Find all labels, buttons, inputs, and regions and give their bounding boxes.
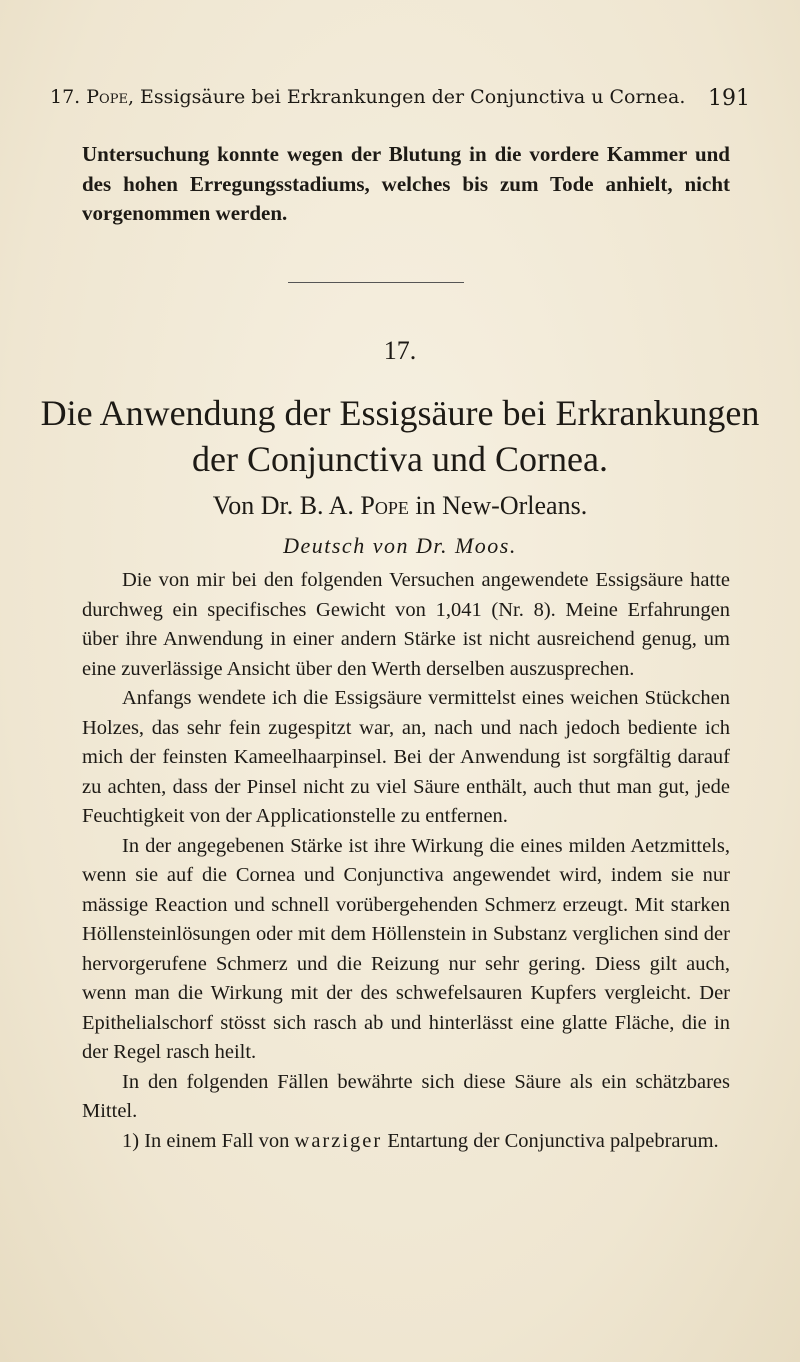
author-name: Pope — [360, 491, 409, 520]
body-paragraph-2: Anfangs wendete ich die Essigsäure vermittelst eines weichen Stückchen Holzes, das sehr fein zugespitzt war, an, nach und nach jedoch bediente ich mich der feinsten Kameelhaarpinsel. Bei der Anwendung ist sorgfältig darauf zu achten, dass der Pinsel nicht zu viel Säure enthält, auch thut man gut, jede Feuchtigkeit von der Applicationstelle zu entfernen. — [82, 687, 730, 827]
article-title-line2: der Conjunctiva und Cornea. — [192, 439, 608, 479]
running-author: Pope — [86, 86, 128, 108]
body-paragraph-4: In den folgenden Fällen bewährte sich diese Säure als ein schätzbares Mittel. — [82, 1070, 730, 1122]
section-divider — [288, 282, 464, 283]
body-paragraph-5 — [82, 1127, 730, 1157]
article-title-line1: Die Anwendung der Essigsäure bei Erkrankungen — [40, 393, 760, 433]
running-prefix: 17. — [50, 86, 87, 108]
article-author — [0, 491, 800, 521]
article-number: 17. — [383, 336, 417, 365]
running-title-text: , Essigsäure bei Erkrankungen der Conjunctiva u Cornea. — [127, 86, 686, 108]
translator-credit: Deutsch von Dr. Moos. — [283, 533, 517, 558]
author-prefix: Von Dr. B. A. — [212, 491, 361, 520]
continuation-paragraph: Untersuchung konnte wegen der Blutung in die vordere Kammer und des hohen Erregungsstadiums, welches bis zum Tode anhielt, nicht vorgenommen werden. — [82, 142, 730, 225]
p5-prefix: 1) In einem Fall von — [122, 1129, 295, 1152]
body-paragraph-1: Die von mir bei den folgenden Versuchen angewendete Essigsäure hatte durchweg ein specifisches Gewicht von 1,041 (Nr. 8). Meine Erfahrungen über ihre Anwendung in einer andern Stärke ist nicht ausreichend genug, um eine zuverlässige Ansicht über den Werth derselben auszusprechen. — [82, 569, 730, 680]
body-paragraph-3: In der angegebenen Stärke ist ihre Wirkung die eines milden Aetzmittels, wenn sie auf die Cornea und Conjunctiva angewendet wird, indem sie nur mässige Reaction und schnell vorübergehenden Schmerz erzeugt. Mit starken Höllensteinlösungen oder mit dem Höllenstein in Substanz verglichen sind der hervorgerufene Schmerz und die Reizung nur sehr gering. Diess gilt auch, wenn man die Wirkung mit der des schwefelsauren Kupfers vergleicht. Der Epithelialschorf stösst sich rasch ab und hinterlässt eine glatte Fläche, die in der Regel rasch heilt. — [82, 834, 730, 1063]
p5-emphasis: warziger — [294, 1129, 383, 1152]
running-title — [50, 86, 685, 108]
running-header — [50, 86, 750, 116]
p5-suffix: Entartung der Conjunctiva palpebrarum. — [382, 1129, 719, 1152]
article-body — [82, 566, 730, 1156]
page-number: 191 — [708, 86, 750, 111]
author-suffix: in New-Orleans. — [408, 491, 588, 520]
